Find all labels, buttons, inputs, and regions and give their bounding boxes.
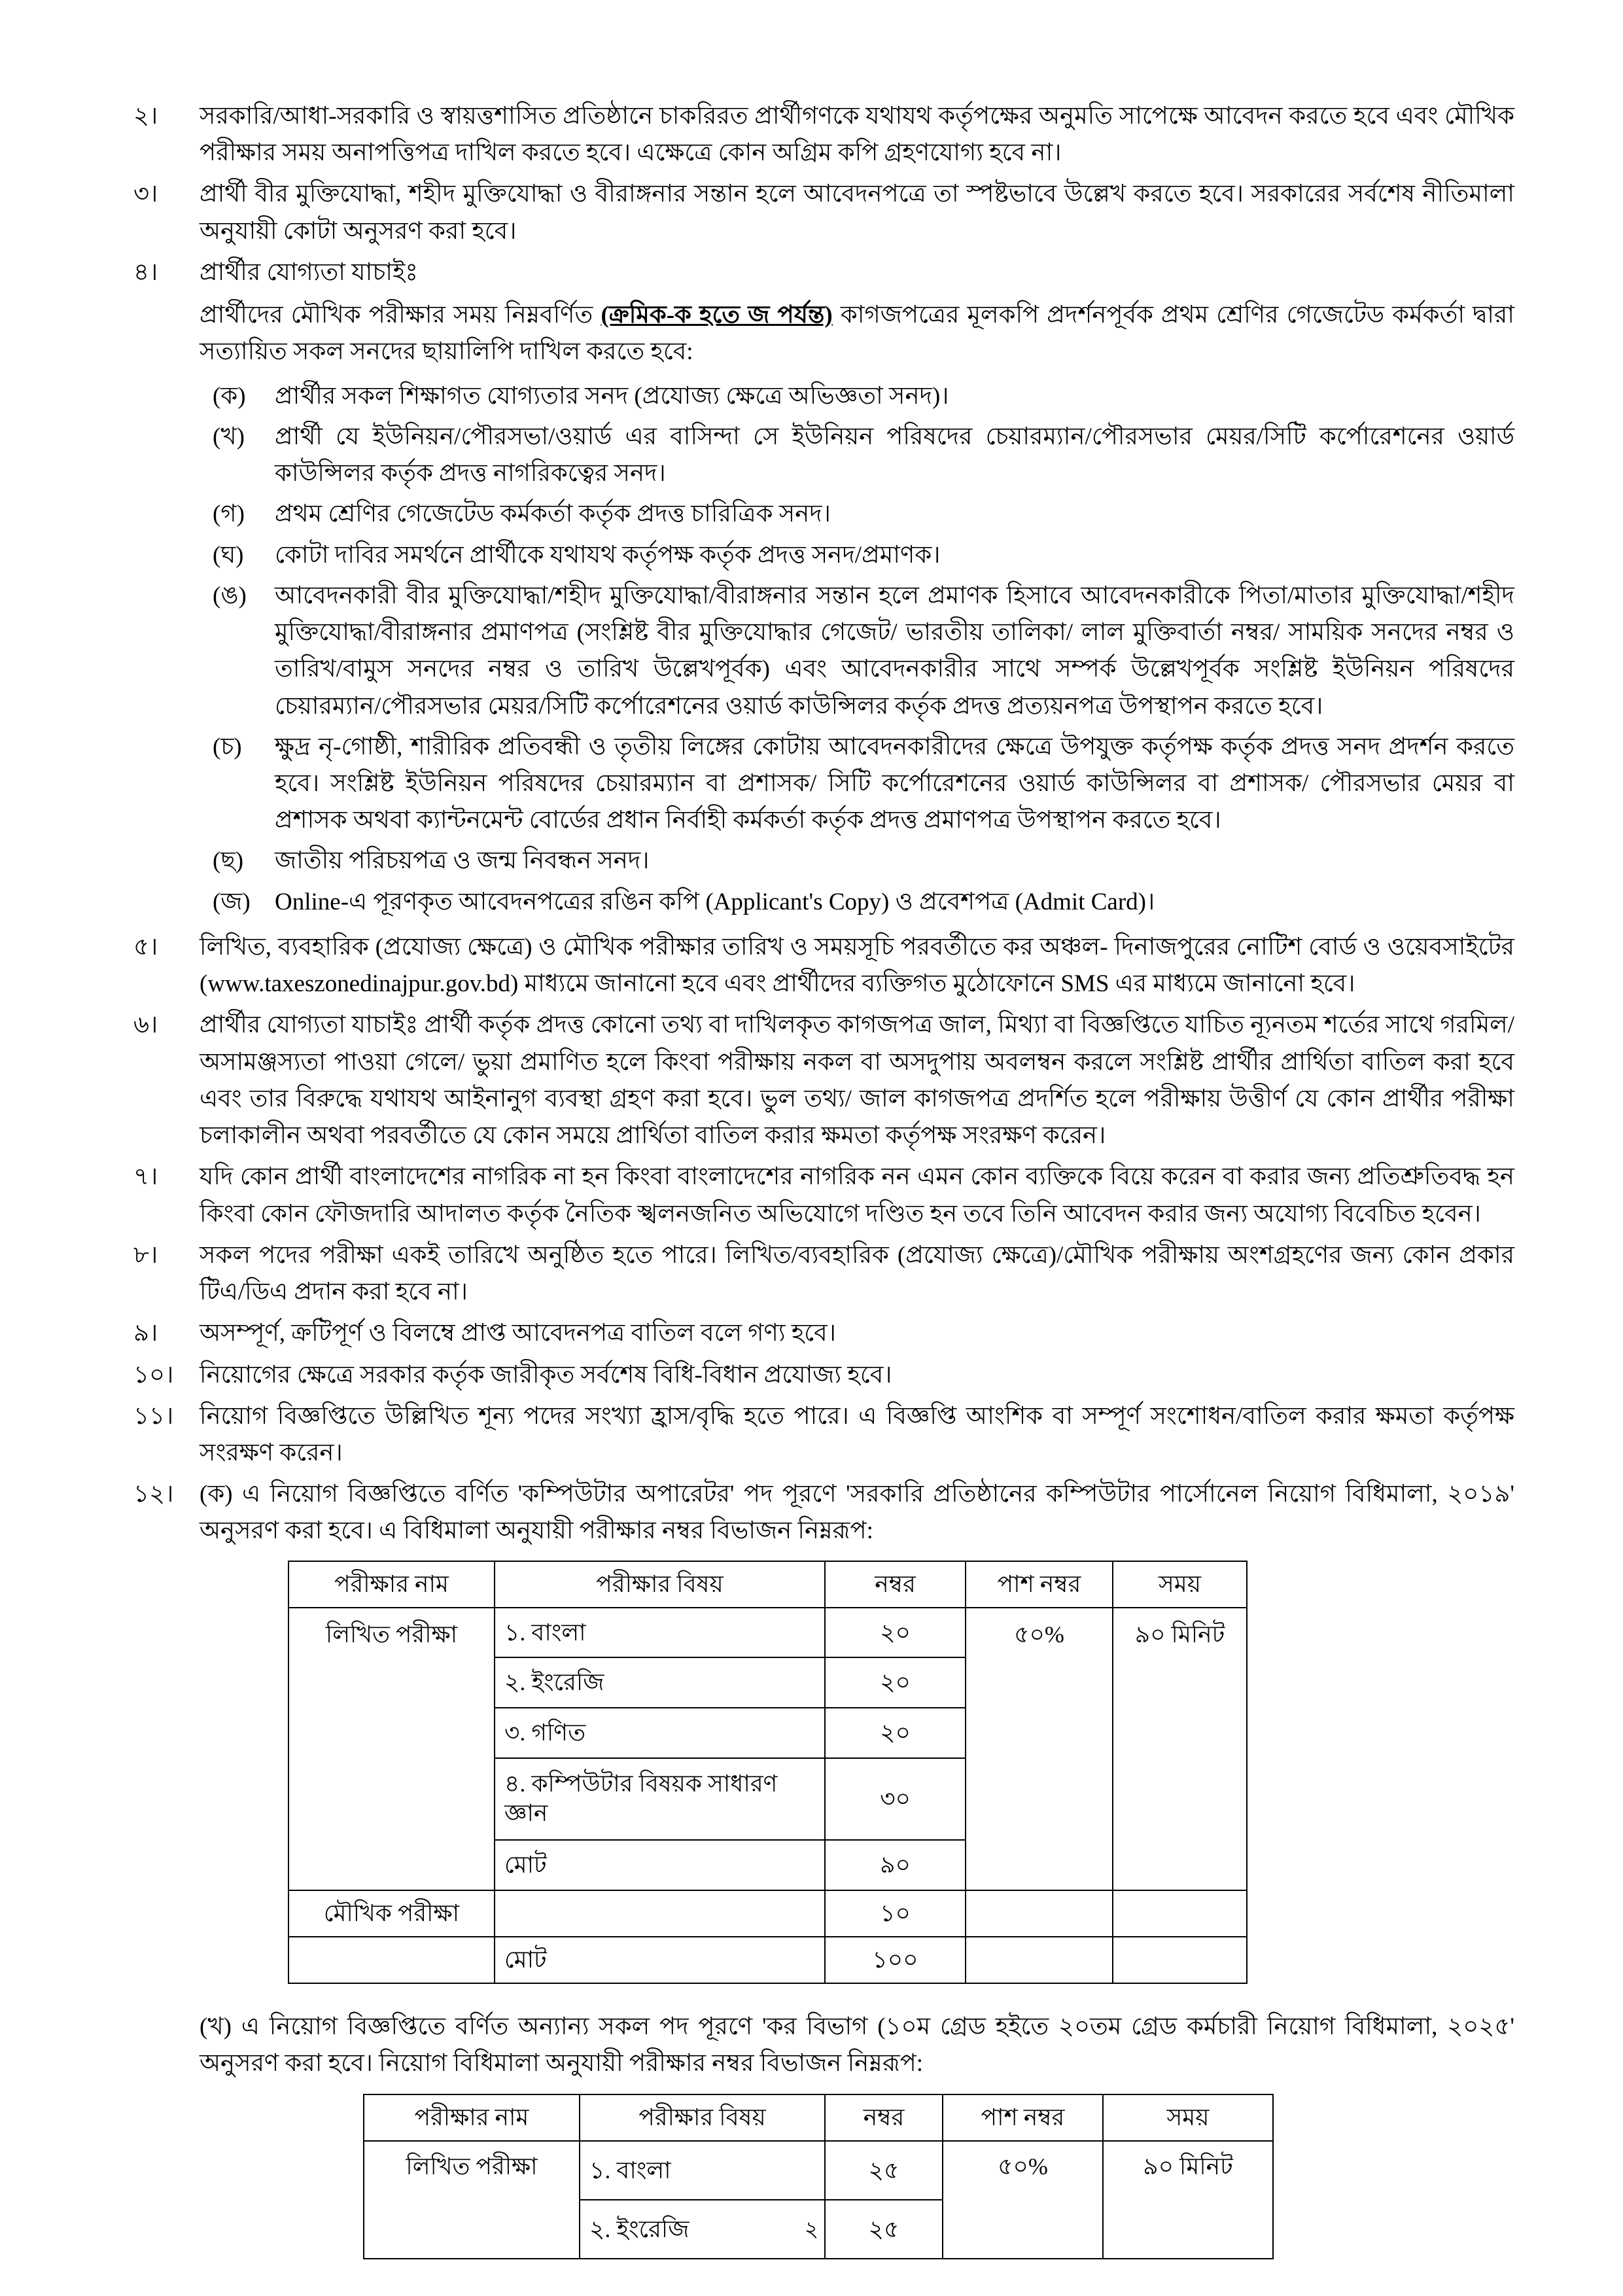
table-row-viva: [288, 1890, 1247, 1937]
cell-subject: ১. বাংলা: [580, 2141, 825, 2200]
item-number: ৩।: [133, 181, 158, 208]
item-text: সরকারি/আধা-সরকারি ও স্বায়ত্তশাসিত প্রতিষ্ঠানে চাকরিরত প্রার্থীগণকে যথাযথ কর্তৃপক্ষের অনুমতি সাপেক্ষে আবেদন করতে হবে এবং মৌখিক পরীক্ষার সময় অনাপত্তিপত্র দাখিল করতে হবে। এক্ষেত্রে কোন অগ্রিম কপি গ্রহণযোগ্য হবে না।: [200, 103, 1514, 167]
table-row: [288, 1608, 1247, 1658]
exam-scheme-ka-text: (ক) এ নিয়োগ বিজ্ঞপ্তিতে বর্ণিত 'কম্পিউটার অপারেটর' পদ পূরণে 'সরকারি প্রতিষ্ঠানের কম্পিউটার পার্সোনেল নিয়োগ বিধিমালা, ২০১৯' অনুসরণ করা হবে। এ বিধিমালা অনুযায়ী পরীক্ষার নম্বর বিভাজন নিম্নরূপ:: [200, 1481, 1514, 1545]
lead-underline: (ক্রমিক-ক হতে জ পর্যন্ত): [601, 302, 833, 329]
table-header-pass-mark: পাশ নম্বর: [943, 2094, 1103, 2141]
list-item: [131, 1159, 1514, 1232]
item-number: ৪।: [133, 258, 158, 286]
item-number: ১১।: [133, 1402, 174, 1430]
document-body: [131, 98, 1514, 2259]
list-item: [131, 1237, 1514, 1311]
sub-item-letter: (জ): [213, 888, 251, 915]
lead-before: প্রার্থীদের মৌখিক পরীক্ষার সময় নিম্নবর্ণিত: [200, 302, 601, 329]
exam-scheme-kha: [131, 2006, 1514, 2082]
item-heading: প্রার্থীর যোগ্যতা যাচাইঃ: [200, 258, 418, 286]
list-item: [131, 1357, 1514, 1394]
item-text: লিখিত, ব্যবহারিক (প্রযোজ্য ক্ষেত্রে) ও মৌখিক পরীক্ষার তারিখ ও সময়সূচি পরবর্তীতে কর অঞ্চল- দিনাজপুরের নোটিশ বোর্ড ও ওয়েবসাইটের (www.taxeszonedinajpur.gov.bd) মাধ্যমে জানানো হবে এবং প্রার্থীদের ব্যক্তিগত মুঠোফোনে SMS এর মাধ্যমে জানানো হবে।: [200, 933, 1514, 998]
cell-subject: ১. বাংলা: [495, 1608, 825, 1658]
table-header-marks: নম্বর: [825, 1561, 966, 1608]
sub-list-item: [200, 843, 1514, 879]
sub-item-text: কোটা দাবির সমর্থনে প্রার্থীকে যথাযথ কর্তৃপক্ষ কর্তৃক প্রদত্ত সনদ/প্রমাণক।: [275, 541, 941, 569]
item-text: অসম্পূর্ণ, ক্রটিপূর্ণ ও বিলম্বে প্রাপ্ত আবেদনপত্র বাতিল বলে গণ্য হবে।: [200, 1320, 836, 1347]
cell-written-total-marks: ৯০: [825, 1840, 966, 1890]
list-item: [131, 176, 1514, 249]
item-text: প্রার্থীর যোগ্যতা যাচাইঃ প্রার্থী কর্তৃক প্রদত্ত কোনো তথ্য বা দাখিলকৃত কাগজপত্র জাল, মিথ্যা বা বিজ্ঞপ্তিতে যাচিত ন্যূনতম শর্তের সাথে গরমিল/ অসামঞ্জস্যতা পাওয়া গেলে/ ভুয়া প্রমাণিত হলে কিংবা পরীক্ষায় নকল বা অসদুপায় অবলম্বন করলে সংশ্লিষ্ট প্রার্থীর প্রার্থিতা বাতিল করা হবে এবং তার বিরুদ্ধে যথাযথ আইনানুগ ব্যবস্থা গ্রহণ করা হবে। ভুল তথ্য/ জাল কাগজপত্র প্রদর্শিত হলে পরীক্ষায় উত্তীর্ণ যে কোন প্রার্থীর পরীক্ষা চলাকালীন অথবা পরবর্তীতে যে কোন সময়ে প্রার্থিতা বাতিল করার ক্ষমতা কর্তৃপক্ষ সংরক্ষণ করেন।: [200, 1012, 1514, 1150]
sub-item-text: প্রার্থী যে ইউনিয়ন/পৌরসভা/ওয়ার্ড এর বাসিন্দা সে ইউনিয়ন পরিষদের চেয়ারম্যান/পৌরসভার মেয়র/সিটি কর্পোরেশনের ওয়ার্ড কাউন্সিলর কর্তৃক প্রদত্ত নাগরিকত্বের সনদ।: [275, 423, 1514, 487]
qualification-sublist: [200, 378, 1514, 925]
table-header-time: সময়: [1103, 2094, 1273, 2141]
list-item-qualification: [131, 255, 1514, 291]
sub-item-letter: (চ): [213, 733, 242, 760]
marks-table-1-wrapper: [131, 1561, 1514, 1984]
sub-item-text: Online-এ পূরণকৃত আবেদনপত্রের রঙিন কপি (Applicant's Copy) ও প্রবেশপত্র (Admit Card)।: [275, 888, 1155, 915]
qualification-lead-text: [200, 297, 1514, 370]
sub-item-letter: (গ): [213, 501, 245, 528]
sub-list-item: [200, 419, 1514, 492]
cell-empty: [966, 1937, 1113, 1983]
cell-exam-name-viva: মৌখিক পরীক্ষা: [288, 1890, 495, 1937]
table-row: [364, 2141, 1273, 2200]
sub-list-item: [200, 729, 1514, 839]
cell-empty: [495, 1890, 825, 1937]
cell-exam-name-written: লিখিত পরীক্ষা: [364, 2141, 580, 2259]
item-number: ১২।: [133, 1481, 174, 1508]
table-header-time: সময়: [1113, 1561, 1247, 1608]
cell-marks: ২৫: [825, 2200, 943, 2259]
list-item: [131, 1315, 1514, 1352]
sub-list-item: [200, 496, 1514, 533]
item-number: ৫।: [133, 933, 158, 961]
table-header-exam-name: পরীক্ষার নাম: [288, 1561, 495, 1608]
table-header-pass-mark: পাশ নম্বর: [966, 1561, 1113, 1608]
sub-item-text: ক্ষুদ্র নৃ-গোষ্ঠী, শারীরিক প্রতিবন্ধী ও তৃতীয় লিঙ্গের কোটায় আবেদনকারীদের ক্ষেত্রে উপযুক্ত কর্তৃপক্ষ কর্তৃক প্রদত্ত সনদ প্রদর্শন করতে হবে। সংশ্লিষ্ট ইউনিয়ন পরিষদের চেয়ারম্যান বা প্রশাসক/ সিটি কর্পোরেশনের ওয়ার্ড কাউন্সিলর বা প্রশাসক/ পৌরসভার মেয়র বা প্রশাসক অথবা ক্যান্টনমেন্ট বোর্ডের প্রধান নির্বাহী কর্মকর্তা কর্তৃক প্রদত্ত প্রমাণপত্র উপস্থাপন করতে হবে।: [275, 733, 1514, 834]
item-number: ২।: [133, 103, 158, 130]
item-number: ৯।: [133, 1320, 158, 1347]
cell-grand-total-label: মোট: [495, 1937, 825, 1983]
cell-written-total-label: মোট: [495, 1840, 825, 1890]
table-header-exam-name: পরীক্ষার নাম: [364, 2094, 580, 2141]
cell-subject: ৪. কম্পিউটার বিষয়ক সাধারণ জ্ঞান: [495, 1758, 825, 1840]
cell-empty: [966, 1890, 1113, 1937]
cell-marks: ২০: [825, 1708, 966, 1758]
sub-item-letter: (ছ): [213, 847, 244, 875]
cell-exam-name-written: লিখিত পরীক্ষা: [288, 1608, 495, 1890]
list-item: [131, 1007, 1514, 1154]
item-text: নিয়োগ বিজ্ঞপ্তিতে উল্লিখিত শূন্য পদের সংখ্যা হ্রাস/বৃদ্ধি হতে পারে। এ বিজ্ঞপ্তি আংশিক বা সম্পূর্ণ সংশোধন/বাতিল করার ক্ষমতা কর্তৃপক্ষ সংরক্ষণ করেন।: [200, 1402, 1514, 1466]
table-row-grand-total: [288, 1937, 1247, 1983]
table-header-row: [288, 1561, 1247, 1608]
item-number: ৮।: [133, 1241, 158, 1269]
sub-item-letter: (ঙ): [213, 582, 247, 609]
cell-marks: ২০: [825, 1657, 966, 1708]
sub-item-text: প্রথম শ্রেণির গেজেটেড কর্মকর্তা কর্তৃক প্রদত্ত চারিত্রিক সনদ।: [275, 501, 831, 528]
cell-marks: ২০: [825, 1608, 966, 1658]
cell-grand-total-marks: ১০০: [825, 1937, 966, 1983]
sub-list-item: [200, 378, 1514, 415]
table-header-marks: নম্বর: [825, 2094, 943, 2141]
cell-pass-mark: ৫০%: [966, 1608, 1113, 1890]
qualification-lead: [131, 296, 1514, 370]
item-number: ১০।: [133, 1361, 174, 1388]
table-header-row: [364, 2094, 1273, 2141]
table-header-subject: পরীক্ষার বিষয়: [580, 2094, 825, 2141]
sub-item-letter: (ক): [213, 382, 246, 410]
cell-pass-mark: ৫০%: [943, 2141, 1103, 2259]
item-number: ৬।: [133, 1012, 158, 1039]
list-item: [131, 929, 1514, 1002]
cell-time: ৯০ মিনিট: [1103, 2141, 1273, 2259]
table-header-subject: পরীক্ষার বিষয়: [495, 1561, 825, 1608]
sub-item-letter: (খ): [213, 423, 245, 450]
list-item: [131, 98, 1514, 171]
cell-empty: [1113, 1937, 1247, 1983]
sub-list-item: [200, 537, 1514, 574]
item-text: যদি কোন প্রার্থী বাংলাদেশের নাগরিক না হন কিংবা বাংলাদেশের নাগরিক নন এমন কোন ব্যক্তিকে বিয়ে করেন বা করার জন্য প্রতিশ্রুতিবদ্ধ হন কিংবা কোন ফৌজদারি আদালত কর্তৃক নৈতিক স্খলনজনিত অভিযোগে দণ্ডিত হন তবে তিনি আবেদন করার জন্য অযোগ্য বিবেচিত হবেন।: [200, 1163, 1514, 1227]
list-item-exam-scheme: [131, 1476, 1514, 1549]
page-number: ২: [804, 2218, 819, 2242]
cell-subject: ২. ইংরেজি: [495, 1657, 825, 1708]
cell-marks: ২৫: [825, 2141, 943, 2200]
cell-empty: [1113, 1890, 1247, 1937]
lead-after: কাগজপত্রের মূলকপি প্রদর্শনপূর্বক প্রথম শ্রেণির গেজেটেড কর্মকর্তা দ্বারা সত্যায়িত সকল সনদের ছায়ালিপি দাখিল করতে হবে:: [200, 302, 1515, 366]
item-text: সকল পদের পরীক্ষা একই তারিখে অনুষ্ঠিত হতে পারে। লিখিত/ব্যবহারিক (প্রযোজ্য ক্ষেত্রে)/মৌখিক পরীক্ষায় অংশগ্রহণের জন্য কোন প্রকার টিএ/ডিএ প্রদান করা হবে না।: [200, 1241, 1514, 1306]
sub-list-item: [200, 578, 1514, 725]
cell-subject: ৩. গণিত: [495, 1708, 825, 1758]
cell-time: ৯০ মিনিট: [1113, 1608, 1247, 1890]
item-number: ৭।: [133, 1163, 158, 1191]
cell-viva-marks: ১০: [825, 1890, 966, 1937]
cell-subject: ২. ইংরেজি: [580, 2200, 825, 2259]
sub-item-letter: (ঘ): [213, 541, 244, 569]
exam-scheme-kha-text: (খ) এ নিয়োগ বিজ্ঞপ্তিতে বর্ণিত অন্যান্য সকল পদ পূরণে 'কর বিভাগ (১০ম গ্রেড হইতে ২০তম গ্রেড কর্মচারী নিয়োগ বিধিমালা, ২০২৫' অনুসরণ করা হবে। নিয়োগ বিধিমালা অনুযায়ী পরীক্ষার নম্বর বিভাজন নিম্নরূপ:: [200, 2013, 1514, 2077]
item-text: প্রার্থী বীর মুক্তিযোদ্ধা, শহীদ মুক্তিযোদ্ধা ও বীরাঙ্গনার সন্তান হলে আবেদনপত্রে তা স্পষ্টভাবে উল্লেখ করতে হবে। সরকারের সর্বশেষ নীতিমালা অনুযায়ী কোটা অনুসরণ করা হবে।: [200, 181, 1514, 245]
sub-item-text: প্রার্থীর সকল শিক্ষাগত যোগ্যতার সনদ (প্রযোজ্য ক্ষেত্রে অভিজ্ঞতা সনদ)।: [275, 382, 949, 410]
sub-list-item: [200, 884, 1514, 921]
marks-table-computer-operator: [288, 1561, 1248, 1984]
list-item: [131, 1398, 1514, 1472]
cell-marks: ৩০: [825, 1758, 966, 1840]
cell-empty: [288, 1937, 495, 1983]
sub-item-text: আবেদনকারী বীর মুক্তিযোদ্ধা/শহীদ মুক্তিযোদ্ধা/বীরাঙ্গনার সন্তান হলে প্রমাণক হিসাবে আবেদনকারীকে পিতা/মাতার মুক্তিযোদ্ধা/শহীদ মুক্তিযোদ্ধা/বীরাঙ্গনার প্রমাণপত্র (সংশ্লিষ্ট বীর মুক্তিযোদ্ধার গেজেট/ ভারতীয় তালিকা/ লাল মুক্তিবার্তা নম্বর/ সাময়িক সনদের নম্বর ও তারিখ/বামুস সনদের নম্বর ও তারিখ উল্লেখপূর্বক) এবং আবেদনকারীর সাথে সম্পর্ক উল্লেখপূর্বক সংশ্লিষ্ট ইউনিয়ন পরিষদের চেয়ারম্যান/পৌরসভার মেয়র/সিটি কর্পোরেশনের ওয়ার্ড কাউন্সিলর কর্তৃক প্রদত্ত প্রত্যয়নপত্র উপস্থাপন করতে হবে।: [275, 582, 1514, 720]
item-text: নিয়োগের ক্ষেত্রে সরকার কর্তৃক জারীকৃত সর্বশেষ বিধি-বিধান প্রযোজ্য হবে।: [200, 1361, 892, 1388]
qualification-sublist-wrap: [131, 376, 1514, 925]
sub-item-text: জাতীয় পরিচয়পত্র ও জন্ম নিবন্ধন সনদ।: [275, 847, 650, 875]
